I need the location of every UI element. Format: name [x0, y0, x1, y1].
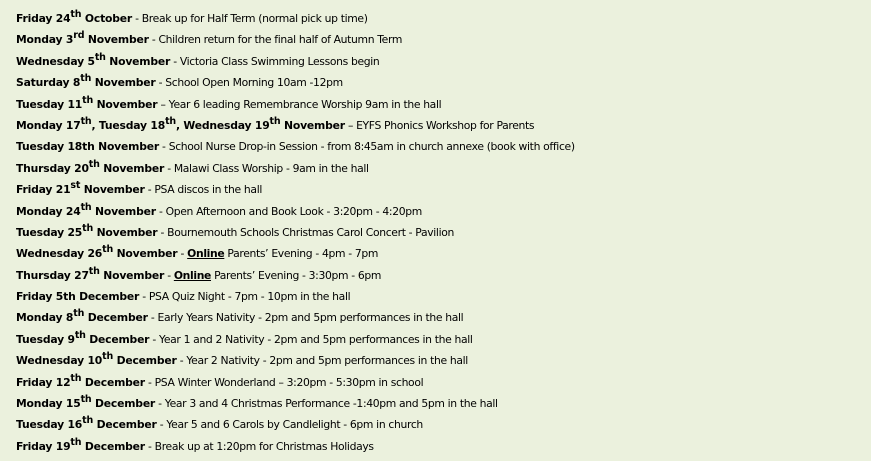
event-description: PSA Quiz Night - 7pm - 10pm in the hall	[148, 290, 351, 304]
date-text: Saturday 8	[16, 76, 81, 90]
date-text: November	[80, 183, 145, 197]
event-separator: -	[157, 225, 168, 239]
date-text: Friday 19	[16, 439, 71, 453]
event-description: Year 6 leading Remembrance Worship 9am in the hall	[168, 97, 442, 111]
date-text: November	[105, 54, 171, 68]
event-description: Bournemouth Schools Christmas Carol Concert - Pavilion	[167, 225, 454, 239]
date-text: December	[85, 332, 150, 346]
event-row	[16, 29, 868, 50]
event-separator: -	[155, 204, 166, 218]
date-text: Tuesday 9	[16, 332, 75, 346]
event-date	[16, 222, 158, 239]
event-separator: -	[176, 354, 187, 368]
event-row	[16, 222, 868, 243]
event-description: Break up at 1:20pm for Christmas Holidays	[154, 439, 374, 453]
date-ordinal-suffix: th	[269, 115, 281, 127]
date-text: Tuesday 18th November	[16, 140, 159, 154]
date-text: Thursday 20	[16, 161, 89, 175]
event-separator: -	[164, 268, 174, 282]
date-text: December	[113, 354, 177, 368]
date-text: Tuesday 25	[16, 225, 83, 239]
date-ordinal-suffix: th	[80, 73, 92, 85]
event-separator: -	[144, 183, 155, 197]
date-ordinal-suffix: th	[70, 9, 82, 20]
event-description: Open Afternoon and Book Look - 3:20pm - 4:20pm	[165, 204, 422, 218]
event-date	[16, 308, 148, 325]
event-separator: -	[156, 418, 167, 432]
date-ordinal-suffix: th	[70, 372, 82, 384]
event-separator: -	[144, 439, 155, 453]
date-text: Monday 24	[16, 204, 81, 218]
event-date	[16, 201, 156, 218]
date-text: Tuesday 11	[16, 97, 83, 111]
event-description: Children return for the final half of Autumn Term	[158, 33, 403, 47]
event-row	[16, 286, 868, 307]
date-ordinal-suffix: th	[88, 158, 100, 170]
date-ordinal-suffix: th	[102, 244, 114, 256]
event-separator: -	[132, 12, 142, 25]
event-highlight: Online	[187, 247, 225, 261]
date-text: November	[99, 268, 165, 282]
event-row	[16, 8, 868, 29]
date-ordinal-suffix: th	[102, 351, 114, 363]
event-date	[16, 158, 165, 175]
event-description: PSA Winter Wonderland – 3:20pm - 5:30pm in school	[154, 375, 424, 389]
event-description: Early Years Nativity - 2pm and 5pm performances in the hall	[157, 311, 464, 325]
event-date	[16, 372, 145, 389]
event-date	[16, 290, 139, 303]
date-ordinal-suffix: rd	[73, 30, 85, 42]
event-date	[16, 94, 158, 111]
date-text: Wednesday 10	[16, 354, 103, 368]
event-description: PSA discos in the hall	[154, 183, 262, 197]
date-text: December	[84, 311, 148, 325]
date-text: Monday 17	[16, 118, 81, 132]
date-ordinal-suffix: th	[74, 329, 86, 341]
date-ordinal-suffix: th	[94, 51, 106, 63]
date-text: Thursday 27	[16, 268, 89, 282]
event-separator: -	[158, 140, 169, 154]
event-separator: -	[155, 397, 165, 411]
date-text: October	[81, 12, 133, 25]
event-row	[16, 201, 868, 222]
event-date	[16, 51, 171, 68]
event-description: Victoria Class Swimming Lessons begin	[179, 54, 380, 68]
event-date	[16, 30, 149, 47]
event-description: School Open Morning 10am -12pm	[165, 76, 343, 90]
date-text: Monday 3	[16, 33, 74, 47]
date-text: Wednesday 5	[16, 54, 95, 68]
date-text: November	[99, 161, 165, 175]
event-separator: -	[144, 375, 155, 389]
date-text: December	[91, 397, 156, 411]
event-date	[16, 73, 156, 90]
date-text: December	[81, 375, 145, 389]
event-row	[16, 115, 868, 136]
event-date	[16, 115, 345, 132]
event-row	[16, 94, 868, 115]
event-row	[16, 372, 868, 393]
event-highlight: Online	[173, 268, 212, 282]
event-date	[16, 329, 150, 346]
date-text: Monday 15	[16, 397, 81, 411]
event-row	[16, 436, 868, 457]
date-ordinal-suffix: th	[82, 222, 94, 234]
event-row	[16, 136, 868, 157]
date-text: Friday 21	[16, 183, 71, 197]
event-row	[16, 329, 868, 350]
date-text: December	[81, 439, 145, 453]
date-ordinal-suffix: th	[88, 265, 100, 277]
event-description: Parents’ Evening - 3:30pm - 6pm	[211, 268, 382, 282]
event-separator: -	[177, 247, 188, 261]
event-row	[16, 243, 868, 264]
event-date	[16, 351, 177, 368]
date-ordinal-suffix: th	[82, 94, 94, 106]
date-text: Monday 8	[16, 311, 74, 325]
event-description: Break up for Half Term (normal pick up time)	[141, 12, 368, 25]
date-text: Wednesday 26	[16, 247, 103, 261]
event-row	[16, 51, 868, 72]
event-description: Year 3 and 4 Christmas Performance -1:40pm and 5pm in the hall	[164, 397, 498, 411]
event-separator: -	[155, 76, 166, 90]
event-row	[16, 307, 868, 328]
date-text: Friday 5th December	[16, 290, 140, 304]
event-row	[16, 350, 868, 371]
event-date	[16, 415, 157, 432]
event-row	[16, 265, 868, 286]
event-date	[16, 244, 178, 261]
event-description: School Nurse Drop-in Session - from 8:45am in church annexe (book with office)	[168, 140, 575, 154]
date-ordinal-suffix: th	[73, 308, 85, 320]
date-text: , Tuesday 18	[91, 118, 166, 132]
date-text: Tuesday 16	[16, 418, 83, 432]
date-text: Friday 24	[16, 12, 71, 25]
date-text: November	[91, 204, 156, 218]
event-separator: –	[344, 118, 357, 132]
date-text: December	[93, 418, 157, 432]
event-row	[16, 179, 868, 200]
event-date	[16, 436, 145, 453]
date-ordinal-suffix: th	[82, 415, 94, 427]
event-date	[16, 140, 159, 153]
date-text: , Wednesday 19	[175, 118, 270, 132]
date-text: November	[113, 247, 178, 261]
event-separator: -	[147, 311, 158, 325]
date-text: November	[93, 97, 158, 111]
event-date	[16, 9, 133, 25]
event-description: Year 2 Nativity - 2pm and 5pm performances in the hall	[186, 354, 468, 368]
event-separator: -	[170, 54, 180, 68]
date-text: November	[91, 76, 156, 90]
event-separator: -	[149, 332, 160, 346]
date-text: Friday 12	[16, 375, 71, 389]
event-separator: -	[164, 161, 174, 175]
term-dates-list	[16, 8, 868, 457]
event-row	[16, 414, 868, 435]
event-description: EYFS Phonics Workshop for Parents	[356, 118, 535, 132]
date-ordinal-suffix: th	[165, 115, 176, 127]
event-date	[16, 180, 145, 197]
date-ordinal-suffix: th	[80, 201, 92, 213]
date-text: November	[280, 118, 345, 132]
event-date	[16, 265, 165, 282]
date-ordinal-suffix: st	[70, 180, 81, 192]
event-date	[16, 394, 156, 411]
event-description: Year 5 and 6 Carols by Candlelight - 6pm in church	[166, 418, 423, 432]
event-row	[16, 72, 868, 93]
event-description: Malawi Class Worship - 9am in the hall	[173, 161, 369, 175]
date-ordinal-suffix: th	[70, 436, 82, 448]
date-text: November	[93, 225, 158, 239]
event-separator: -	[148, 33, 159, 47]
event-description: Year 1 and 2 Nativity - 2pm and 5pm performances in the hall	[159, 332, 473, 346]
date-ordinal-suffix: th	[80, 394, 92, 406]
event-separator: –	[157, 97, 169, 111]
event-description: Parents’ Evening - 4pm - 7pm	[224, 247, 379, 261]
date-ordinal-suffix: th	[80, 115, 92, 127]
event-row	[16, 393, 868, 414]
date-text: November	[84, 33, 149, 47]
event-separator: -	[139, 290, 149, 304]
event-row	[16, 158, 868, 179]
